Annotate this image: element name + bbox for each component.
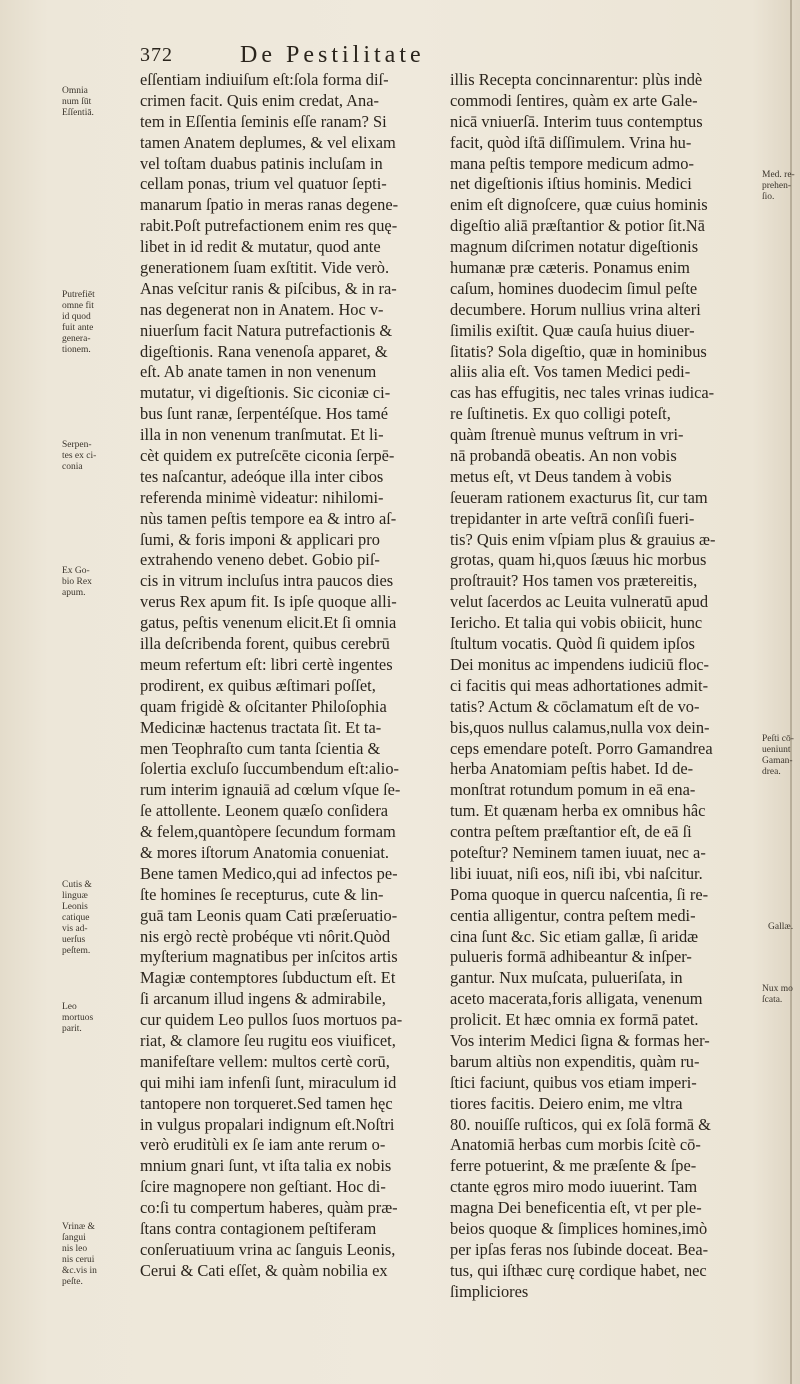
text-line: cur quidem Leo pullos ſuos mortuos pa- xyxy=(140,1010,403,1030)
text-line: ſtans contra contagionem peſtiferam xyxy=(140,1218,377,1238)
text-line: myſterium magnatibus per inſcitos artis xyxy=(140,947,398,967)
text-line: facit, quòd iſtā diſſimulem. Vrina hu- xyxy=(450,132,692,152)
text-line: crimen facit. Quis enim credat, Ana- xyxy=(140,90,379,110)
text-line: gatus, peſtis venenum elicit.Et ſi omnia xyxy=(140,613,397,633)
margin-note-cutis xyxy=(62,880,92,957)
text-line: quam frigidè & oſcitanter Philoſophia xyxy=(140,696,387,716)
margin-note-line: Serpen- xyxy=(62,440,92,450)
text-line: tiores facitis. Deiero enim, me vltra xyxy=(450,1093,683,1113)
margin-note-line: genera- xyxy=(62,334,91,344)
text-line: poteſtur? Neminem tamen iuuat, nec a- xyxy=(450,842,706,862)
text-line: proſtrauit? Hos tamen vos prætereitis, xyxy=(450,571,698,591)
text-line: manifeſtare vellem: multos certè corū, xyxy=(140,1051,390,1071)
text-line: tes naſcantur, adeóque illa inter cibos xyxy=(140,466,384,486)
page-edge-rule xyxy=(790,0,792,1384)
text-line: commodi ſentires, quàm ex arte Gale- xyxy=(450,90,698,110)
margin-note-line: Omnia xyxy=(62,86,88,96)
text-line: ſolertia excluſo ſuccumbendum eſt:alio- xyxy=(140,759,399,779)
margin-note-line: Gallæ. xyxy=(768,922,794,932)
text-line: tum. Et quænam herba ex omnibus hâc xyxy=(450,801,706,821)
margin-note-line: tes ex ci- xyxy=(62,451,97,461)
margin-note-line: ueniunt xyxy=(762,745,791,755)
margin-note-line: Med. re- xyxy=(762,170,795,180)
margin-note-line: drea. xyxy=(762,767,781,777)
text-line: ctante ęgros miro modo iuuerint. Tam xyxy=(450,1177,698,1197)
margin-note-line: nis leo xyxy=(62,1244,88,1254)
margin-note-line: ſangui xyxy=(62,1233,86,1243)
margin-note-line: Gaman- xyxy=(762,756,793,766)
text-line: bis,quos nullus calamus,nulla vox dein- xyxy=(450,717,710,737)
text-line: Dei monitus ac impendens iudiciū floc- xyxy=(450,654,710,674)
text-line: mnium gnari ſunt, vt iſta talia ex nobis xyxy=(140,1156,392,1176)
text-line: tem in Eſſentia ſeminis eſſe ranam? Si xyxy=(140,111,387,131)
margin-note-omnia xyxy=(62,86,94,119)
text-line: humanæ præ cæteris. Ponamus enim xyxy=(450,258,690,278)
text-line: extrahendo veneno debet. Gobio piſ- xyxy=(140,550,380,570)
margin-note-galle xyxy=(768,922,793,933)
text-line: guā tam Leonis quam Cati præſeruatio- xyxy=(140,905,398,925)
margin-note-line: Leonis xyxy=(62,902,88,912)
margin-note-line: mortuos xyxy=(62,1013,94,1023)
text-line: mutatur, vi digeſtionis. Sic ciconiæ ci- xyxy=(140,383,391,403)
text-line: in vulgus propalari indignum eſt.Noſtri xyxy=(140,1114,395,1134)
text-line: illa in non venenum tranſmutat. Et li- xyxy=(140,425,384,445)
text-line: verus Rex apum fit. Is ipſe quoque alli- xyxy=(140,592,397,612)
text-line: tus, qui iſthæc curę cordique habet, nec xyxy=(450,1260,707,1280)
text-line: barum altiùs non expenditis, quàm ru- xyxy=(450,1051,700,1071)
margin-note-pesti xyxy=(762,734,794,778)
text-line: magnum diſcrimen notatur digeſtionis xyxy=(450,237,699,257)
text-line: per ipſas feras nos ſubinde doceat. Bea- xyxy=(450,1239,709,1259)
margin-note-med xyxy=(762,170,795,203)
text-line: Bene tamen Medico,qui ad infectos pe- xyxy=(140,863,398,883)
text-line: caſum, homines duodecim ſimul peſte xyxy=(450,278,698,298)
margin-note-line: apum. xyxy=(62,588,86,598)
margin-note-line: ſcata. xyxy=(762,995,783,1005)
margin-note-line: peſtem. xyxy=(62,946,91,956)
text-line: ſtici faciunt, quibus vos etiam imperi- xyxy=(450,1072,697,1092)
text-line: meum refertum eſt: libri certè ingentes xyxy=(140,654,393,674)
text-line: co:ſi tu compertum haberes, quàm præ- xyxy=(140,1198,398,1218)
text-line: ſimilis exiſtit. Quæ cauſa huius diuer- xyxy=(450,320,695,340)
text-line: ſimpliciores xyxy=(450,1281,529,1301)
text-line: prodirent, ex quibus æſtimari poſſet, xyxy=(140,675,376,695)
text-line: cina ſunt &c. Sic etiam gallæ, ſi aridæ xyxy=(450,926,699,946)
margin-note-line: &c.vis in xyxy=(62,1266,97,1276)
text-line: beios quoque & ſimplices homines,imò xyxy=(450,1218,708,1238)
text-line: re ſuſtinetis. Ex quo colligi poteſt, xyxy=(450,404,671,424)
text-line: pulueris formā adhibeantur & inſper- xyxy=(450,947,692,967)
margin-note-line: bio Rex xyxy=(62,577,92,587)
text-line: mana peſtis tempore medicum admo- xyxy=(450,153,694,173)
text-line: rum interim ignauiā ad cœlum vſque ſe- xyxy=(140,780,401,800)
text-line: ſeueram rationem exacturus ſit, cur tam xyxy=(450,487,708,507)
text-line: conſeruatiuum vrina ac ſanguis Leonis, xyxy=(140,1239,396,1259)
text-line: manarum ſpatio in meras ranas degene- xyxy=(140,195,399,215)
text-line: & mores iſtorum Anatomia conueniat. xyxy=(140,842,389,862)
text-line: magna Dei beneficentia eſt, vt per ple- xyxy=(450,1198,702,1218)
text-line: monſtrat rotundum pomum in eā ena- xyxy=(450,780,696,800)
text-line: nicā vniuerſā. Interim tuus contemptus xyxy=(450,111,703,131)
left-text-column xyxy=(140,70,434,1282)
text-line: prolicit. Et hæc omnia ex formā patet. xyxy=(450,1010,699,1030)
margin-note-line: uerſus xyxy=(62,935,86,945)
text-line: libi iuuat, niſi eos, niſi ibi, vbi naſcitur. xyxy=(450,863,703,883)
text-line: illis Recepta concinnarentur: plùs indè xyxy=(450,70,703,89)
text-line: tantopere non torqueret.Sed tamen hęc xyxy=(140,1093,393,1113)
text-line: rabit.Poſt putrefactionem enim res quę- xyxy=(140,216,398,236)
margin-note-line: num ſūt xyxy=(62,97,92,107)
text-line: herba Anatomiam peſtis habet. Id de- xyxy=(450,759,694,779)
text-line: contra peſtem præſtantior eſt, de eā ſi xyxy=(450,822,692,842)
text-line: nùs tamen peſtis tempore ea & intro aſ- xyxy=(140,508,397,528)
text-line: digeſtio aliā præſtantior & potior ſit.Nā xyxy=(450,216,705,236)
margin-note-line: Eſſentiā. xyxy=(62,108,94,118)
text-line: eſſentiam indiuiſum eſt:ſola forma diſ- xyxy=(140,70,389,89)
text-line: Poma quoque in quercu naſcentia, ſi re- xyxy=(450,884,709,904)
text-line: centia alligentur, contra peſtem medi- xyxy=(450,905,696,925)
text-line: cis in vitrum incluſus intra paucos dies xyxy=(140,571,394,591)
text-line: tamen Anatem deplumes, & vel elixam xyxy=(140,132,396,152)
text-line: aceto macerata,foris alligata, venenum xyxy=(450,989,703,1009)
margin-note-line: vis ad- xyxy=(62,924,88,934)
text-line: quàm ſtrenuè munus veſtrum in vri- xyxy=(450,425,684,445)
margin-note-line: id quod xyxy=(62,312,91,322)
page-number: 372 xyxy=(140,44,173,66)
margin-note-line: Nux mo xyxy=(762,984,793,994)
text-line: qui mihi iam infenſi ſunt, miraculum id xyxy=(140,1072,397,1092)
text-line: 80. nouiſſe ruſticos, qui ex ſolā formā & xyxy=(450,1114,711,1134)
margin-note-leo xyxy=(62,1002,93,1035)
margin-note-line: omne fit xyxy=(62,301,94,311)
text-line: Magiæ contemptores ſubductum eſt. Et xyxy=(140,968,396,988)
margin-note-line: Ex Go- xyxy=(62,566,90,576)
text-line: nas degenerat non in Anatem. Hoc v- xyxy=(140,299,384,319)
margin-note-line: Peſti cō- xyxy=(762,734,794,744)
margin-note-line: Putrefiēt xyxy=(62,290,95,300)
margin-note-serpentes xyxy=(62,440,96,473)
text-line: Iericho. Et talia qui vobis obiicit, hunc xyxy=(450,613,703,633)
text-line: ſitatis? Sola digeſtio, quæ in hominibus xyxy=(450,341,707,361)
text-line: digeſtionis. Rana venenoſa apparet, & xyxy=(140,341,388,361)
text-line: tis? Quis enim vſpiam plus & grauius æ- xyxy=(450,529,716,549)
text-line: Cerui & Cati eſſet, & quàm nobilia ex xyxy=(140,1260,388,1280)
text-line: Anas veſcitur ranis & piſcibus, & in ra- xyxy=(140,278,397,298)
text-line: grotas, quam hi,quos ſæuus hic morbus xyxy=(450,550,707,570)
text-line: Vos interim Medici ſigna & formas her- xyxy=(450,1030,710,1050)
margin-note-line: parit. xyxy=(62,1024,82,1034)
text-line: eſt. Ab anate tamen in non venenum xyxy=(140,362,377,382)
margin-note-line: peſte. xyxy=(62,1277,83,1287)
text-line: tatis? Actum & cōclamatum eſt de vo- xyxy=(450,696,700,716)
text-line: riat, & clamore ſeu rugitu eos viuificet, xyxy=(140,1030,396,1050)
text-line: libet in id redit & mutatur, quod ante xyxy=(140,237,381,257)
text-line: cellam ponas, trium vel quatuor ſepti- xyxy=(140,174,387,194)
margin-note-nux xyxy=(762,984,793,1006)
text-line: cèt quidem ex putreſcēte ciconia ſerpē- xyxy=(140,446,395,466)
text-line: vel toſtam duabus patinis incluſam in xyxy=(140,153,383,173)
margin-note-line: Leo xyxy=(62,1002,77,1012)
page-title: De Pestilitate xyxy=(240,42,425,68)
text-line: niuerſum facit Natura putrefactionis & xyxy=(140,320,393,340)
margin-note-line: ſio. xyxy=(762,192,775,202)
text-line: decumbere. Horum nullius vrina alteri xyxy=(450,299,701,319)
margin-note-line: linguæ xyxy=(62,891,88,901)
margin-note-gobio xyxy=(62,566,92,599)
text-line: Anatomiā herbas cum morbis ſcitè cō- xyxy=(450,1135,701,1155)
text-line: ſte homines ſe recepturus, cute & lin- xyxy=(140,884,384,904)
text-line: verò eruditùli ex ſe iam ante rerum o- xyxy=(140,1135,386,1155)
text-line: cas has effugitis, nec tales vrinas iudica- xyxy=(450,383,715,403)
margin-note-line: fuit ante xyxy=(62,323,94,333)
margin-note-line: nis cerui xyxy=(62,1255,95,1265)
text-line: ſumi, & foris imponi & applicari pro xyxy=(140,529,380,549)
text-line: & felem,quantòpere ſecundum formam xyxy=(140,822,396,842)
margin-note-line: prehen- xyxy=(762,181,792,191)
text-line: ferre potuerint, & me præſente & ſpe- xyxy=(450,1156,697,1176)
text-line: men Teophraſto cum tanta ſcientia & xyxy=(140,738,381,758)
text-line: illa deſcribenda forent, quibus cerebrū xyxy=(140,634,390,654)
text-line: metus eſt, vt Deus tandem à vobis xyxy=(450,466,672,486)
text-line: enim eſt dignoſcere, quæ cuius hominis xyxy=(450,195,708,215)
text-line: trepidanter in arte veſtrā conſiſi fueri- xyxy=(450,508,695,528)
text-line: bus ſunt ranæ, ſerpentéſque. Hos tamé xyxy=(140,404,389,424)
right-text-column xyxy=(450,70,755,1303)
margin-note-line: Cutis & xyxy=(62,880,92,890)
text-line: ci facitis qui meas adhortationes admit- xyxy=(450,675,709,695)
text-line: aliis alia eſt. Vos tamen Medici pedi- xyxy=(450,362,691,382)
text-line: ſe attollente. Leonem quæſo conſidera xyxy=(140,801,389,821)
text-line: ſi arcanum illud ingens & admirabile, xyxy=(140,989,386,1009)
text-line: ceps emendare poteſt. Porro Gamandrea xyxy=(450,738,713,758)
margin-note-line: tionem. xyxy=(62,345,91,355)
margin-note-line: conia xyxy=(62,462,83,472)
margin-note-putrefiet xyxy=(62,290,95,356)
text-line: gantur. Nux muſcata, pulueriſata, in xyxy=(450,968,683,988)
text-line: ſcire magnopere non geſtiant. Hoc di- xyxy=(140,1177,386,1197)
text-line: net digeſtionis iſtius hominis. Medici xyxy=(450,174,692,194)
margin-note-line: catique xyxy=(62,913,90,923)
text-line: Medicinæ hactenus tractata ſit. Et ta- xyxy=(140,717,382,737)
margin-note-vrina xyxy=(62,1222,97,1288)
text-line: ſtultum vocatis. Quòd ſi quidem ipſos xyxy=(450,634,695,654)
text-line: velut ſacerdos ac Leuita vulneratū apud xyxy=(450,592,709,612)
text-line: referenda minimè videatur: nihilomi- xyxy=(140,487,384,507)
running-head xyxy=(140,42,760,72)
text-line: nā probandā obeatis. An non vobis xyxy=(450,446,677,466)
text-line: generationem ſuam exſtitit. Vide verò. xyxy=(140,258,390,278)
text-line: nis ergò rectè probéque vti nôrit.Quòd xyxy=(140,926,391,946)
margin-note-line: Vrinæ & xyxy=(62,1222,95,1232)
